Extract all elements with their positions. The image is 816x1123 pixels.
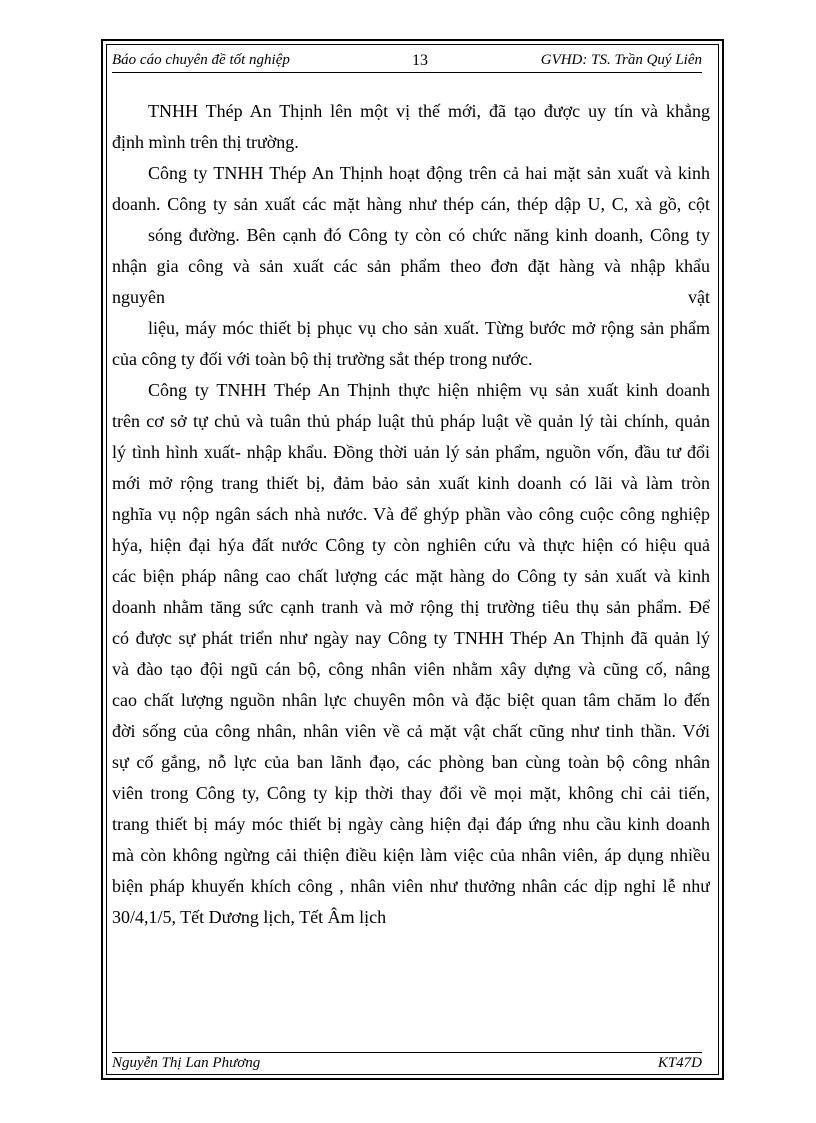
text-line: và đào tạo đội ngũ cán bộ, công nhân viên nhằm xây dựng và cũng cố, nâng <box>112 659 710 679</box>
text-line: doanh. Công ty sản xuất các mặt hàng như thép cán, thép dập U, C, xà gồ, cột <box>112 194 710 214</box>
text-line: sóng đường. Bên cạnh đó Công ty còn có chức năng kinh doanh, Công ty <box>148 225 710 245</box>
text-line: định mình trên thị trường. <box>112 132 299 152</box>
text-line: TNHH Thép An Thịnh lên một vị thế mới, đã tạo được uy tín và khẳng <box>148 101 710 121</box>
text-line: liệu, máy móc thiết bị phục vụ cho sản xuất. Từng bước mở rộng sản phẩm <box>148 318 710 338</box>
header-advisor: GVHD: TS. Trần Quý Liên <box>540 52 702 68</box>
text-line: đời sống của công nhân, nhân viên về cả mặt vật chất cũng như tinh thần. Với <box>112 721 710 741</box>
text-line: Công ty TNHH Thép An Thịnh thực hiện nhiệm vụ sản xuất kinh doanh <box>148 380 710 400</box>
header-report-title: Báo cáo chuyên đề tốt nghiệp <box>112 52 290 68</box>
text-line: doanh nhằm tăng sức cạnh tranh và mở rộng thị trường tiêu thụ sản phẩm. Để <box>112 597 710 617</box>
page-number: 13 <box>412 52 428 69</box>
text-line: mà còn không ngừng cải thiện điều kiện làm việc của nhân viên, áp dụng nhiều <box>112 845 710 865</box>
text-line: mới mở rộng trang thiết bị, đảm bảo sản xuất kinh doanh có lãi và làm tròn <box>112 473 710 493</box>
text-line: 30/4,1/5, Tết Dương lịch, Tết Âm lịch <box>112 907 387 927</box>
text-line: sự cố gắng, nỗ lực của ban lãnh đạo, các phòng ban cùng toàn bộ công nhân <box>112 752 710 772</box>
text-line: nhận gia công và sản xuất các sản phẩm theo đơn đặt hàng và nhập khẩu <box>112 256 710 276</box>
footer-author: Nguyễn Thị Lan Phương <box>112 1055 261 1071</box>
text-line: lý tình hình xuất- nhập khẩu. Đồng thời uản lý sản phẩm, nguồn vốn, đầu tư đổi <box>112 442 710 462</box>
text-line: cao chất lượng nguồn nhân lực chuyên môn và đặc biệt quan tâm chăm lo đến <box>112 690 710 710</box>
footer-class-code: KT47D <box>657 1055 702 1071</box>
text-line: nghĩa vụ nộp ngân sách nhà nước. Và để ghýp phần vào công cuộc công nghiệp <box>112 504 710 524</box>
body-text <box>112 96 710 933</box>
text-line: có được sự phát triển như ngày nay Công ty TNHH Thép An Thịnh đã quản lý <box>112 628 710 648</box>
text-line: viên trong Công ty, Công ty kịp thời thay đổi về mọi mặt, không chỉ cải tiến, <box>112 783 710 803</box>
text-line: nguyên vật <box>112 287 710 307</box>
text-line: của công ty đối với toàn bộ thị trường sắt thép trong nước. <box>112 349 533 369</box>
text-line: các biện pháp nâng cao chất lượng các mặt hàng do Công ty sản xuất và kinh <box>112 566 710 586</box>
text-line: biện pháp khuyến khích công , nhân viên như thưởng nhân các dịp nghỉ lễ như <box>112 876 710 896</box>
page-header <box>112 50 702 73</box>
text-line: hýa, hiện đại hýa đất nước Công ty còn nghiên cứu và thực hiện có hiệu quả <box>112 535 710 555</box>
page-footer <box>112 1052 702 1075</box>
text-line: trang thiết bị máy móc thiết bị ngày càng hiện đại đáp ứng nhu cầu kinh doanh <box>112 814 710 834</box>
text-line: Công ty TNHH Thép An Thịnh hoạt động trên cả hai mặt sản xuất và kinh <box>148 163 710 183</box>
text-line: trên cơ sở tự chủ và tuân thủ pháp luật thủ pháp luật về quản lý tài chính, quản <box>112 411 710 431</box>
